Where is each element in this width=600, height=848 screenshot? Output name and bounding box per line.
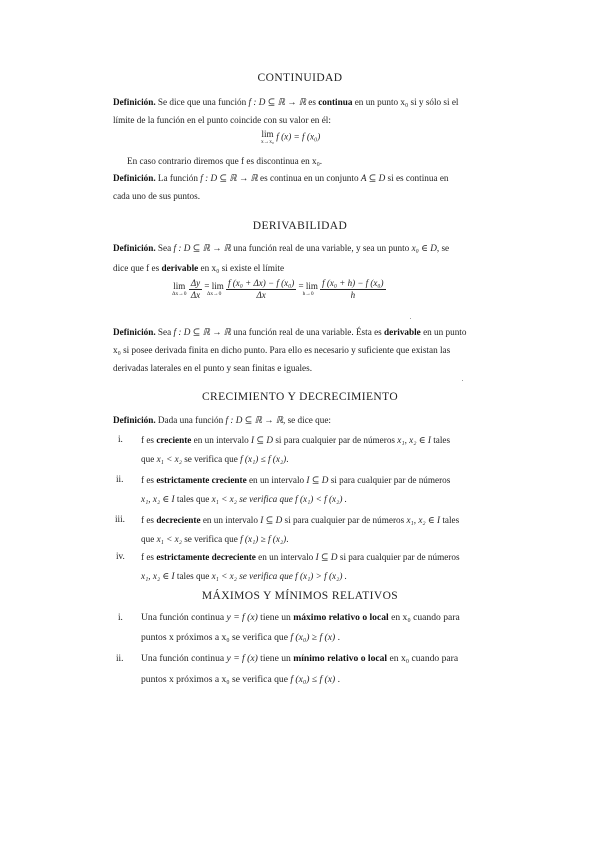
scan-speck (410, 318, 411, 319)
term-derivable: derivable (384, 327, 421, 337)
continuidad-def1-line2: límite de la función en el punto coincide con su valor en él: (113, 115, 331, 125)
derivabilidad-def2-line1: Definición. Sea f : D ⊆ ℝ → ℝ una función real de una variable. Ésta es derivable en un punto (113, 327, 467, 337)
crecimiento-item-1-line2: que x₁ < x₂ se verifica que f (x₁) ≤ f (x₂). (141, 454, 289, 464)
continuidad-def2-line2: cada uno de sus puntos. (113, 191, 201, 201)
crecimiento-item-2-line2: x₁, x₂ ∈ I tales que x₁ < x₂ se verifica que f (x₁) < f (x₂) . (141, 494, 347, 504)
derivabilidad-def2-line2: x₀ si posee derivada finita en dicho punto. Para ello es necesario y suficiente que existan las (113, 345, 451, 355)
crecimiento-item-4-line1: f es estrictamente decreciente en un intervalo I ⊆ D si para cualquier par de números (141, 552, 460, 562)
maximos-item-1-line2: puntos x próximos a x₀ se verifica que f (x₀) ≥ f (x) . (141, 632, 340, 643)
continuidad-def1-line1: Definición. Se dice que una función f : D ⊆ ℝ → ℝ es continua en un punto x₀ si y sólo si el (113, 97, 459, 107)
crecimiento-item-2-line1: f es estrictamente creciente en un intervalo I ⊆ D si para cualquier par de números (141, 475, 451, 485)
list-marker: i. (118, 434, 123, 444)
list-marker: ii. (116, 474, 124, 484)
term-continua: continua (318, 97, 353, 107)
maximos-item-1-line1: Una función continua y = f (x) tiene un máximo relativo o local en x₀ cuando para (141, 612, 460, 623)
maximos-item-2-line1: Una función continua y = f (x) tiene un mínimo relativo o local en x₀ cuando para (141, 653, 459, 664)
continuity-formula: lim x→x₀ f (x) = f (x₀) (261, 129, 321, 145)
derivative-formula: lim Δx→0 $\frac{\Delta y}{\Delta x}$ = lim Δx→0 $\frac{\text{f (x₀ + Δx) − f (x₀)}}{\Delta x}$ = lim h→0 $\frac{\text{f (x₀ + h) − f (x₀)}}{h}$ (172, 278, 384, 300)
derivabilidad-def1-line1: Definición. Sea f : D ⊆ ℝ → ℝ una función real de una variable, y sea un punto x₀ ∈ D, se (113, 243, 450, 253)
crecimiento-item-4-line2: x₁, x₂ ∈ I tales que x₁ < x₂ se verifica que f (x₁) > f (x₂) . (141, 571, 347, 581)
section-title-crecimiento: CRECIMIENTO Y DECRECIMIENTO (201, 391, 399, 403)
crecimiento-item-1-line1: f es creciente en un intervalo I ⊆ D si para cualquier par de números x₁, x₂ ∈ I tales (141, 435, 451, 445)
definition-label: Definición. (113, 173, 156, 183)
crecimiento-item-3-line2: que x₁ < x₂ se verifica que f (x₁) ≥ f (x₂). (141, 534, 289, 544)
function-signature: f : D ⊆ ℝ → ℝ (248, 97, 306, 107)
derivabilidad-def2-line3: derivadas laterales en el punto y sean finitas e iguales. (113, 363, 312, 373)
continuidad-def2-line1: Definición. La función f : D ⊆ ℝ → ℝ es continua en un conjunto A ⊆ D si es continua en (113, 173, 449, 183)
maximos-item-2-line2: puntos x próximos a x₀ se verifica que f (x₀) ≤ f (x) . (141, 674, 340, 685)
list-marker: i. (118, 612, 123, 622)
section-title-continuidad: CONTINUIDAD (257, 72, 343, 84)
definition-label: Definición. (113, 243, 156, 253)
term-derivable: derivable (161, 263, 199, 273)
crecimiento-def-line: Definición. Dada una función f : D ⊆ ℝ → ℝ, se dice que: (113, 415, 331, 425)
scan-speck (462, 380, 463, 381)
list-marker: iv. (116, 551, 125, 561)
section-title-derivabilidad: DERIVABILIDAD (252, 220, 348, 232)
crecimiento-item-3-line1: f es decreciente en un intervalo I ⊆ D si para cualquier par de números x₁, x₂ ∈ I tales (141, 515, 460, 525)
section-title-maximos: MÁXIMOS Y MÍNIMOS RELATIVOS (201, 590, 399, 602)
derivabilidad-def1-line2: dice que f es derivable en x₀ si existe el límite (113, 263, 285, 273)
definition-label: Definición. (113, 97, 156, 107)
definition-label: Definición. (113, 327, 156, 337)
list-marker: ii. (116, 653, 124, 663)
definition-label: Definición. (113, 415, 156, 425)
list-marker: iii. (115, 514, 125, 524)
continuidad-def1-line3: En caso contrario diremos que f es discontinua en x₀. (127, 156, 323, 166)
